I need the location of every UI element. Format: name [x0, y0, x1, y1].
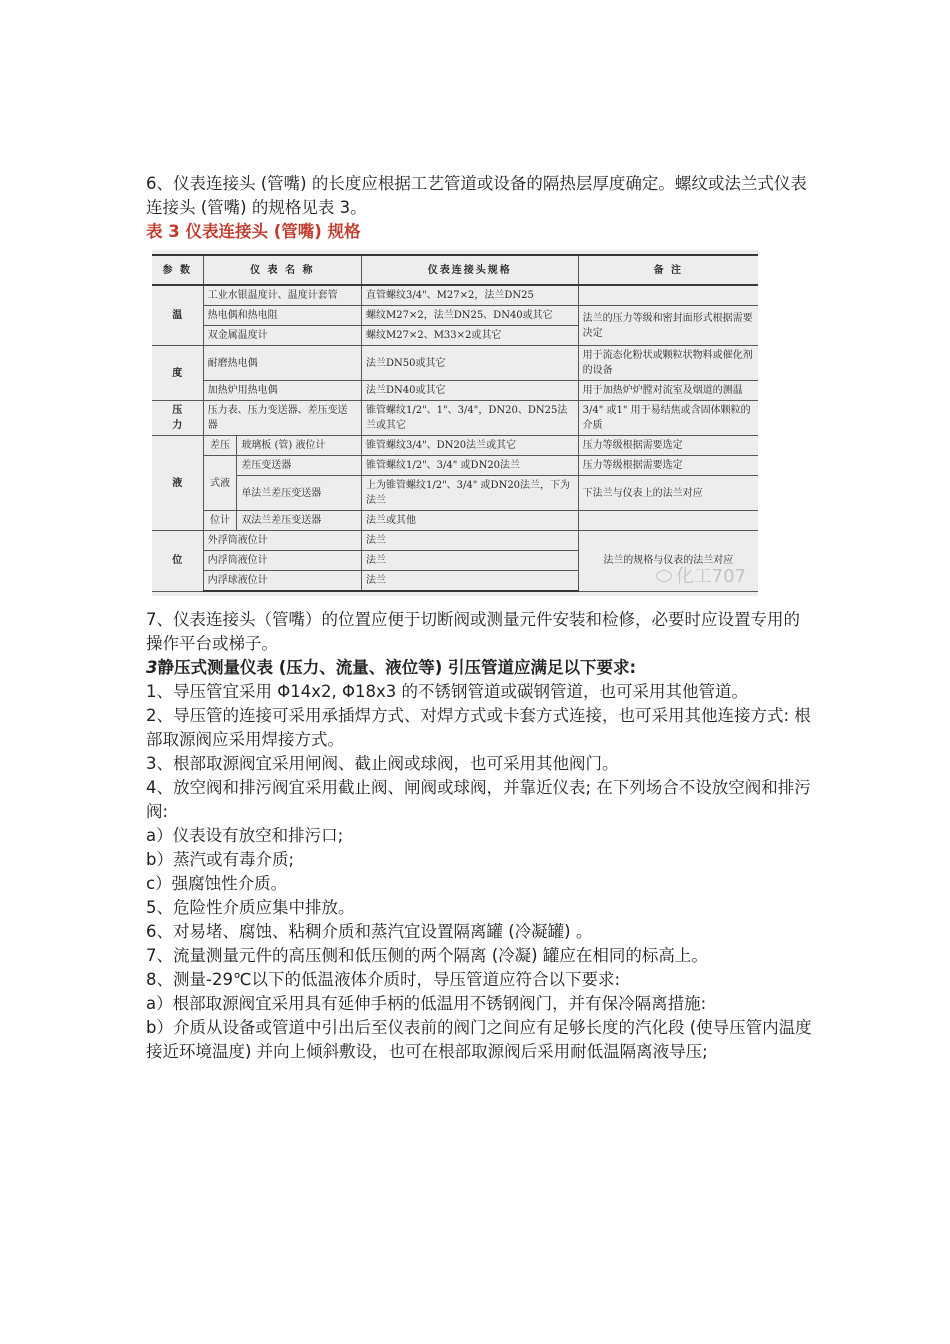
row-name: 内浮球液位计: [203, 571, 361, 592]
table-row: [152, 285, 758, 306]
row-spec: 直管螺纹3/4"、M27×2，法兰DN25: [361, 285, 578, 306]
table-caption: 表 3 仪表连接头 (管嘴) 规格: [146, 222, 361, 241]
section-number: 3: [146, 658, 158, 677]
row-spec: 螺纹M27×2、M33×2或其它: [361, 326, 578, 346]
table-row: [152, 306, 758, 326]
row-name: 单法兰差压变送器: [237, 476, 362, 511]
subcategory-a: 差压: [203, 436, 237, 456]
row-note: [578, 511, 758, 531]
list-item: a）根部取源阀宜采用具有延伸手柄的低温用不锈钢阀门，并有保冷隔离措施:: [146, 994, 707, 1013]
list-item: 2、导压管的连接可采用承插焊方式、对焊方式或卡套方式连接，也可采用其他连接方式: 根部取源阀应采用焊接方式。: [146, 706, 811, 749]
row-note: 用于加热炉炉膛对流室及烟道的测温: [578, 381, 758, 401]
row-name: 工业水银温度计、温度计套管: [203, 285, 361, 306]
document-page: [146, 172, 816, 1064]
table-row: [152, 511, 758, 531]
list-item: 7、流量测量元件的高压侧和低压侧的两个隔离 (冷凝) 罐应在相同的标高上。: [146, 946, 708, 965]
list-item: 4、放空阀和排污阀宜采用截止阀、闸阀或球阀，并靠近仪表; 在下列场合不设放空阀和排污阀:: [146, 778, 811, 821]
table-row: [152, 456, 758, 476]
category-pressure-top: 压: [172, 405, 183, 416]
paragraph-7: 7、仪表连接头（管嘴）的位置应便于切断阀或测量元件安装和检修，必要时应设置专用的操作平台或梯子。: [146, 610, 800, 653]
row-name: 玻璃板 (管) 液位计: [237, 436, 362, 456]
section-heading: [146, 656, 816, 680]
row-name: 外浮筒液位计: [203, 531, 361, 551]
category-pressure: [152, 401, 203, 436]
list-item: a）仪表设有放空和排污口;: [146, 826, 344, 845]
list-item: 3、根部取源阀宜采用闸阀、截止阀或球阀，也可采用其他阀门。: [146, 754, 619, 773]
row-spec: 法兰DN50或其它: [361, 346, 578, 381]
row-name: 双金属温度计: [203, 326, 361, 346]
row-name: 压力表、压力变送器、差压变送器: [203, 401, 361, 436]
table-row: [152, 476, 758, 511]
table-row: [152, 346, 758, 381]
list-item: 1、导压管宜采用 Φ14x2, Φ18x3 的不锈钢管道或碳钢管道，也可采用其他管道。: [146, 682, 748, 701]
row-note: 压力等级根据需要选定: [578, 436, 758, 456]
row-note: 法兰的规格与仪表的法兰对应: [578, 531, 758, 592]
category-level-top: 液: [152, 436, 203, 531]
section-title: 静压式测量仪表 (压力、流量、液位等) 引压管道应满足以下要求:: [157, 658, 637, 677]
watermark-text: 化工707: [675, 566, 746, 587]
category-temp-top: 温: [152, 285, 203, 346]
row-spec: 法兰: [361, 571, 578, 592]
list-item: 6、对易堵、腐蚀、粘稠介质和蒸汽宜设置隔离罐 (冷凝罐) 。: [146, 922, 593, 941]
wechat-icon: [656, 570, 672, 582]
row-spec: 锥管螺纹1/2"、1"、3/4"，DN20、DN25法兰或其它: [361, 401, 578, 436]
row-spec: 法兰或其他: [361, 511, 578, 531]
row-name: 热电偶和热电阻: [203, 306, 361, 326]
header-spec: 仪表连接头规格: [361, 255, 578, 285]
subcategory-c: 位计: [203, 511, 237, 531]
subcategory-b: 式液: [203, 456, 237, 511]
intro-paragraph: 6、仪表连接头 (管嘴) 的长度应根据工艺管道或设备的隔热层厚度确定。螺纹或法兰式仪表连接头 (管嘴) 的规格见表 3。: [146, 174, 807, 217]
row-note: [578, 285, 758, 306]
category-pressure-bottom: 力: [172, 420, 183, 431]
category-level-bottom: 位: [152, 531, 203, 592]
row-name: 内浮筒液位计: [203, 551, 361, 571]
row-note: 压力等级根据需要选定: [578, 456, 758, 476]
row-spec: 锥管螺纹1/2"、3/4" 或DN20法兰: [361, 456, 578, 476]
row-note: 3/4" 或1" 用于易结焦或含固体颗粒的介质: [578, 401, 758, 436]
spec-table: [152, 254, 758, 592]
list-item: c）强腐蚀性介质。: [146, 874, 288, 893]
row-spec: 法兰: [361, 531, 578, 551]
row-note: 下法兰与仪表上的法兰对应: [578, 476, 758, 511]
table-row: [152, 381, 758, 401]
category-temp-bottom: 度: [152, 346, 203, 401]
row-note: 法兰的压力等级和密封面形式根据需要决定: [578, 306, 758, 346]
header-param: 参 数: [152, 255, 203, 285]
list-item: 5、危险性介质应集中排放。: [146, 898, 355, 917]
table-header-row: [152, 255, 758, 285]
row-spec: 锥管螺纹3/4"、DN20法兰或其它: [361, 436, 578, 456]
list-item: b）介质从设备或管道中引出后至仪表前的阀门之间应有足够长度的汽化段 (使导压管内温度接近环境温度) 并向上倾斜敷设，也可在根部取源阀后采用耐低温隔离液导压;: [146, 1018, 812, 1061]
watermark: [656, 562, 746, 588]
row-name: 双法兰差压变送器: [237, 511, 362, 531]
list-item: b）蒸汽或有毒介质;: [146, 850, 295, 869]
header-name: 仪 表 名 称: [203, 255, 361, 285]
table-row: [152, 401, 758, 436]
row-spec: 螺纹M27×2，法兰DN25、DN40或其它: [361, 306, 578, 326]
row-spec: 法兰: [361, 551, 578, 571]
list-item: 8、测量-29℃以下的低温液体介质时，导压管道应符合以下要求:: [146, 970, 621, 989]
row-name: 加热炉用热电偶: [203, 381, 361, 401]
row-note: 用于流态化粉状或颗粒状物料或催化剂的设备: [578, 346, 758, 381]
spec-table-image: [152, 250, 758, 596]
row-name: 差压变送器: [237, 456, 362, 476]
row-spec: 法兰DN40或其它: [361, 381, 578, 401]
table-row: [152, 531, 758, 551]
row-name: 耐磨热电偶: [203, 346, 361, 381]
row-spec: 上为锥管螺纹1/2"、3/4" 或DN20法兰，下为法兰: [361, 476, 578, 511]
table-row: [152, 436, 758, 456]
header-note: 备 注: [578, 255, 758, 285]
